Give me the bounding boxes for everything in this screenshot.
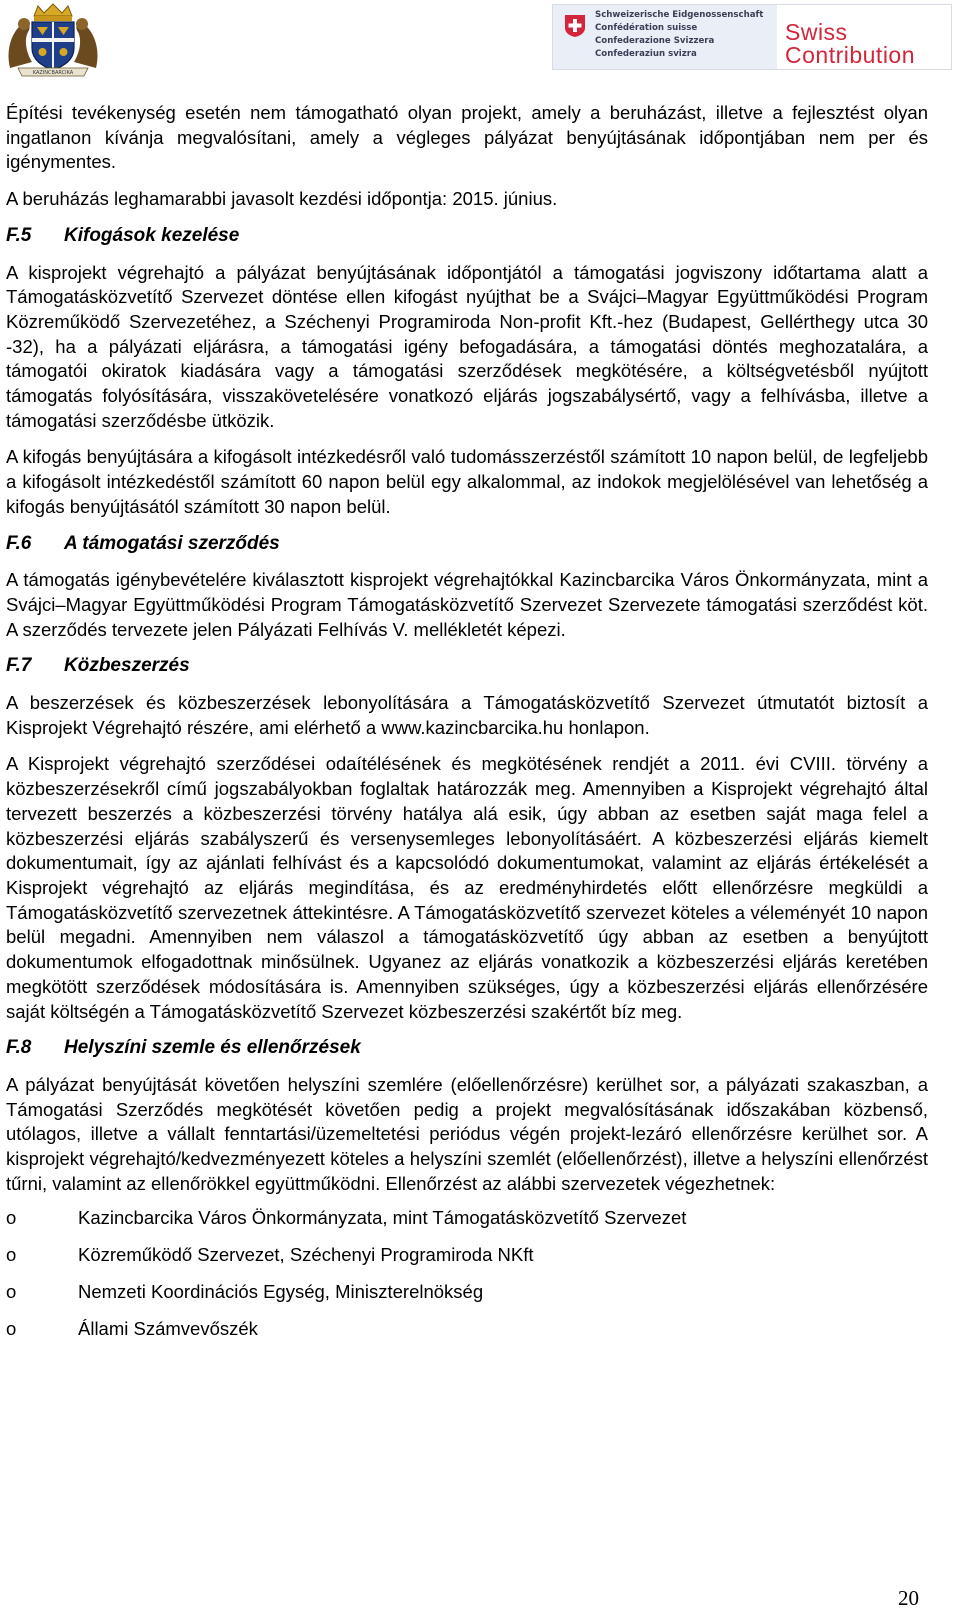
page-number: 20 <box>898 1586 919 1610</box>
swiss-contribution-wordmark <box>777 5 951 69</box>
f8-paragraph-1: A pályázat benyújtását követően helyszíni szemlére (előellenőrzésre) kerülhet sor, a pályázati szakaszban, a Támogatási Szerződés megkötését követően pedig a projekt megvalósításának időszakában közbenső, utólagos, illetve a vállalt fenntartási/üzemeltetési periódus végén projekt-lezáró ellenőrzésre kerülhet sor. A kisprojekt végrehajtó/kedvezményezett köteles a helyszíni szemlét (előellenőrzést), illetve a helyszíni ellenőrzést tűrni, valamint az ellenőrökkel együttműködni. Ellenőrzést az alábbi szervezetek végezhetnek: <box>6 1073 928 1194</box>
section-number: F.8 <box>6 1037 32 1059</box>
section-title: Közbeszerzés <box>64 655 190 677</box>
list-bullet: o <box>6 1207 17 1229</box>
f5-paragraph-2: A kifogás benyújtására a kifogásolt intézkedésről való tudomásszerzéstől számított 10 napon belül, de legfeljebb a kifogásolt intézkedéstől számított 60 napon belül egy alkalommal, az indokok megjelölésével van lehetőség a kifogás benyújtásától számított 30 napon belül. <box>6 446 928 517</box>
list-item-text: Kazincbarcika Város Önkormányzata, mint Támogatásközvetítő Szervezet <box>78 1207 687 1229</box>
intro-paragraph-1: Építési tevékenység esetén nem támogatható olyan projekt, amely a beruházást, illetve a fejlesztést olyan ingatlanon kívánja megvalósítani, amely a végleges pályázat benyújtásának időpontjában nem per és igénymentes. <box>6 102 928 173</box>
f6-paragraph-1: A támogatás igénybevételére kiválasztott kisprojekt végrehajtókkal Kazincbarcika Város Önkormányzata, mint a Svájci–Magyar Együttműködési Program Támogatásközvetítő Szervezet Szervezete támogatási szerződést köt. A szerződés tervezete jelen Pályázati Felhívás V. mellékletét képezi. <box>6 569 928 640</box>
list-bullet: o <box>6 1318 17 1340</box>
section-title: Helyszíni szemle és ellenőrzések <box>64 1037 361 1059</box>
intro-paragraph-2: A beruházás leghamarabbi javasolt kezdési időpontja: 2015. június. <box>6 188 558 210</box>
f7-paragraph-2: A Kisprojekt végrehajtó szerződései odaítélésének és megkötésének rendjét a 2011. évi CVIII. törvény a közbeszerzésekről című jogszabályokban foglaltak határozzák meg. Amennyiben a Kisprojekt végrehajtó által tervezett beszerzés a közbeszerzési törvény hatálya alá esik, úgy abban az esetben saját maga felel a közbeszerzési eljárás szabályszerű és versenysemleges lebonyolításáért. A közbeszerzési eljárás kiemelt dokumentumait, így az ajánlati felhívást és a kapcsolódó dokumentumokat, valamint az eljárás értékelését a Kisprojekt végrehajtó az eljárás megindítása, és az eredményhirdetés előtt ellenőrzésre megküldi a Támogatásközvetítő szervezetnek áttekintésre. A Támogatásközvetítő szervezet köteles a véleményét 10 napon belül megadni. Amennyiben nem válaszol a támogatásközvetítő úgy abban az esetben a benyújtott dokumentumok elfogadottnak minősülnek. Ugyanez az eljárás vonatkozik a közbeszerzési eljárás keretében megkötött szerződések módosítására is. Amennyiben szükséges, úgy a közbeszerzési eljárás ellenőrzésére saját költségén a Támogatásközvetítő Szervezet közbeszerzési szakértőt bíz meg. <box>6 753 928 1022</box>
section-heading-f7 <box>6 654 928 679</box>
section-heading-f5 <box>6 224 928 249</box>
swiss-confederation-panel <box>553 5 777 69</box>
list-item-text: Közreműködő Szervezet, Széchenyi Programiroda NKft <box>78 1244 534 1266</box>
list-item <box>6 1280 928 1317</box>
list-item <box>6 1206 928 1243</box>
page-header <box>0 0 960 80</box>
swiss-lang-rm: Confederaziun svizra <box>595 49 697 59</box>
section-number: F.5 <box>6 224 32 246</box>
swiss-flag-icon <box>563 14 587 38</box>
f5-paragraph-1: A kisprojekt végrehajtó a pályázat benyújtásának időpontjától a támogatási jogviszony időtartama alatt a Támogatásközvetítő Szervezet döntése ellen kifogást nyújthat be a Svájci–Magyar Együttműködési Program Közreműködő Szervezetéhez, a Széchenyi Programiroda Non-profit Kft.-hez (Budapest, Gellérthegy utca 30 -32), ha a pályázati eljárásra, a támogatási igény befogadására, a támogatási döntés meghozatalára, a támogatói okiratok kiadására vagy a támogatási szerződések megkötésére, a költségvetésből nyújtott támogatás folyósítására, visszakövetelésére vonatkozó eljárás jogszabálysértő, vagy a felhívásba, illetve a támogatási szerződésbe ütközik. <box>6 261 928 431</box>
f7-paragraph-1: A beszerzések és közbeszerzések lebonyolítására a Támogatásközvetítő Szervezet útmutatót biztosít a Kisprojekt Végrehajtó részére, ami elérhető a www.kazincbarcika.hu honlapon. <box>6 692 928 738</box>
list-bullet: o <box>6 1281 17 1303</box>
document-body <box>6 101 928 1354</box>
section-heading-f8 <box>6 1036 928 1061</box>
coat-of-arms-logo <box>4 2 102 78</box>
swiss-wordmark-line2: Contribution <box>785 42 916 68</box>
swiss-lang-de: Schweizerische Eidgenossenschaft <box>595 10 764 20</box>
swiss-lang-fr: Confédération suisse <box>595 23 698 33</box>
list-item-text: Nemzeti Koordinációs Egység, Miniszterelnökség <box>78 1281 484 1303</box>
swiss-contribution-logo <box>552 4 952 70</box>
section-heading-f6 <box>6 532 928 557</box>
list-item <box>6 1317 928 1354</box>
section-title: Kifogások kezelése <box>64 224 240 246</box>
section-number: F.7 <box>6 655 32 677</box>
section-title: A támogatási szerződés <box>64 532 280 554</box>
section-number: F.6 <box>6 532 32 554</box>
swiss-lang-it: Confederazione Svizzera <box>595 36 715 46</box>
list-bullet: o <box>6 1244 17 1266</box>
inspector-organizations-list <box>6 1206 928 1354</box>
list-item <box>6 1243 928 1280</box>
swiss-wordmark-line1: Swiss <box>785 19 848 45</box>
coat-of-arms-banner: KAZINCBARCIKA <box>32 70 74 77</box>
list-item-text: Állami Számvevőszék <box>78 1318 258 1340</box>
